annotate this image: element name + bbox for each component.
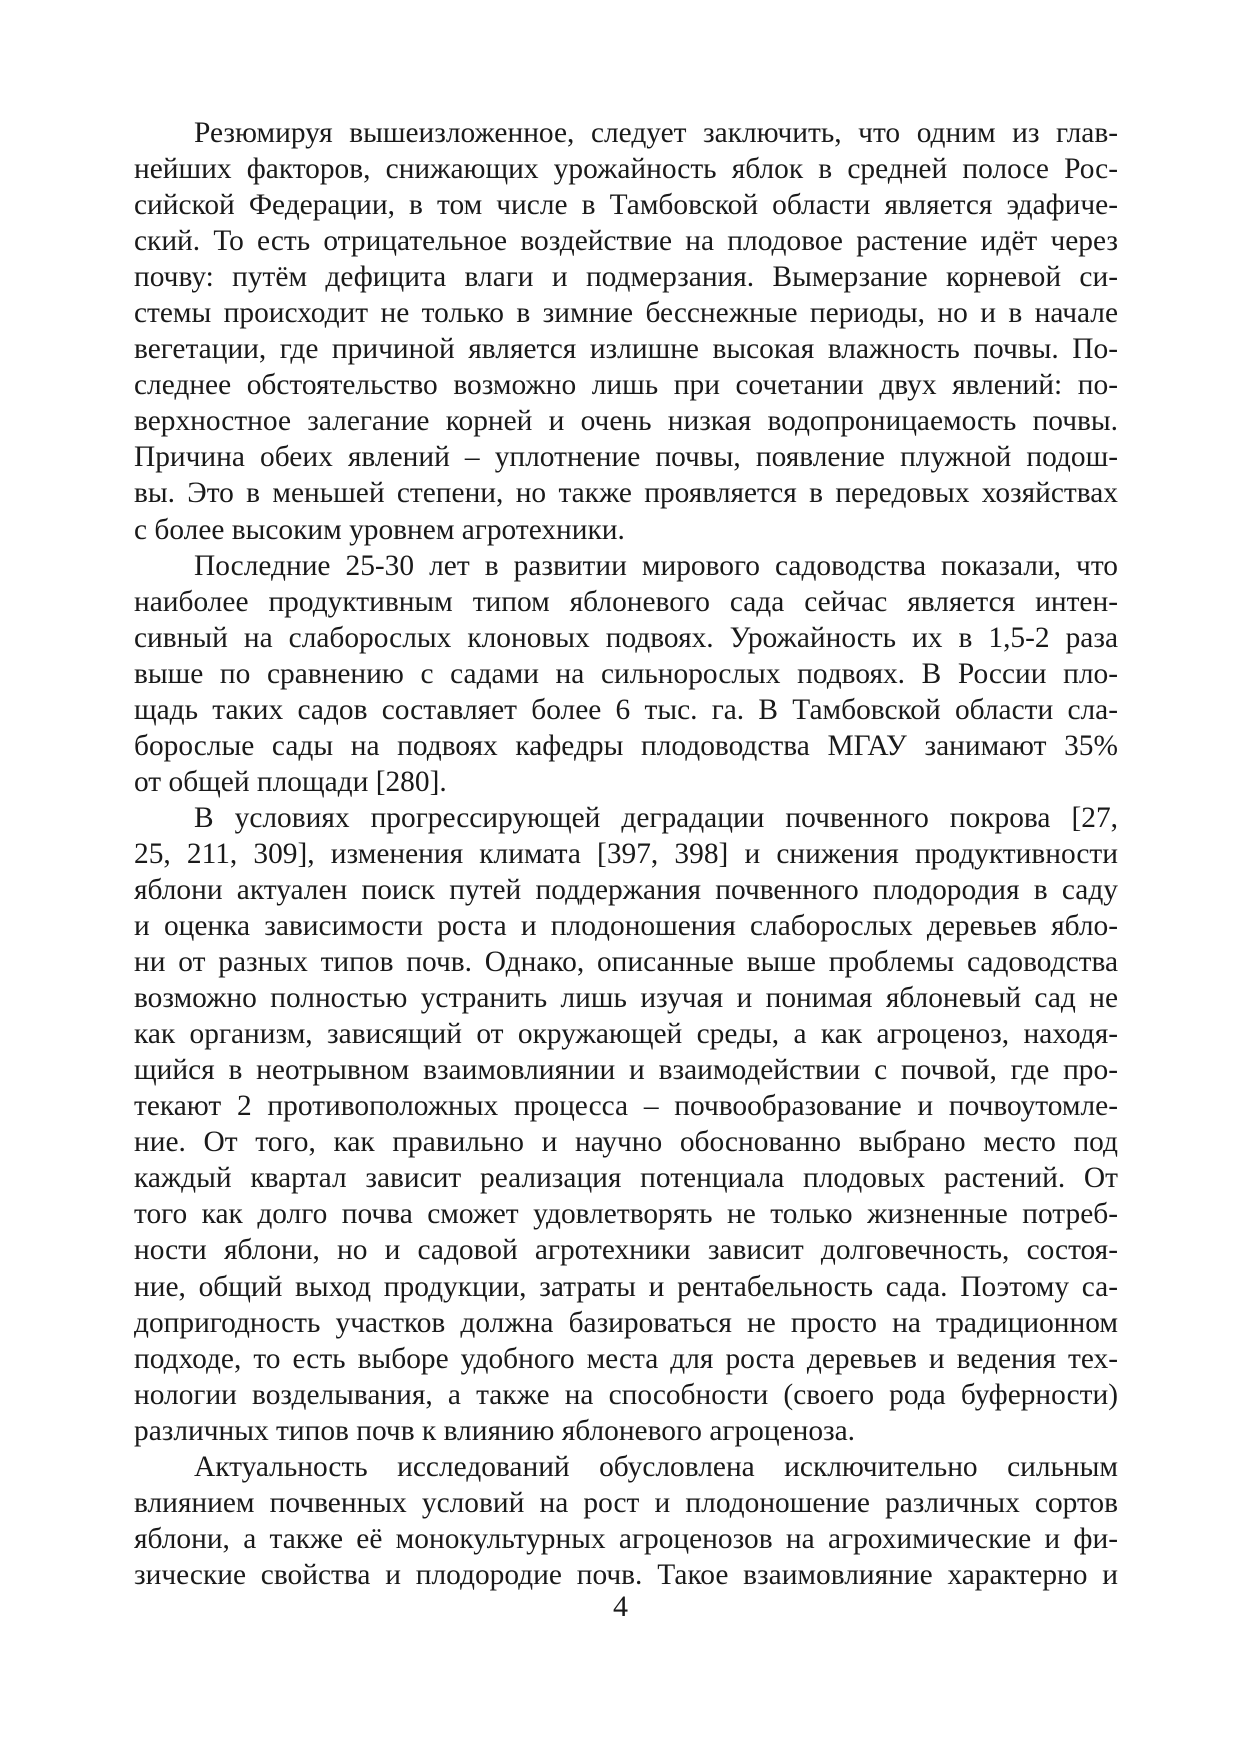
text-line: следнее обстоятельство возможно лишь при сочетании двух явлений: по-	[134, 369, 1118, 402]
text-line: ние, общий выход продукции, затраты и рентабельность сада. Поэтому са-	[134, 1270, 1118, 1303]
text-line: и оценка зависимости роста и плодоношения слаборослых деревьев ябло-	[134, 910, 1118, 943]
text-line: различных типов почв к влиянию яблоневого агроценоза.	[134, 1414, 856, 1447]
text-line: сийской Федерации, в том числе в Тамбовской области является эдафиче-	[134, 189, 1118, 222]
text-line: с более высоким уровнем агротехники.	[134, 513, 625, 546]
text-line: Последние 25-30 лет в развитии мирового садоводства показали, что	[194, 549, 1118, 582]
text-line: щадь таких садов составляет более 6 тыс. га. В Тамбовской области сла-	[134, 693, 1118, 726]
text-line: В условиях прогрессирующей деградации почвенного покрова [27,	[194, 801, 1118, 834]
body-text	[134, 115, 1118, 1593]
page-number: 4	[613, 1590, 628, 1623]
text-line: сивный на слаборослых клоновых подвоях. Урожайность их в 1,5-2 раза	[134, 621, 1118, 654]
text-line: вы. Это в меньшей степени, но также проявляется в передовых хозяйствах	[134, 477, 1118, 510]
text-line: нейших факторов, снижающих урожайность яблок в средней полосе Рос-	[134, 153, 1118, 186]
text-line: нологии возделывания, а также на способности (своего рода буферности)	[134, 1378, 1118, 1411]
text-line: ни от разных типов почв. Однако, описанные выше проблемы садоводства	[134, 946, 1118, 979]
paragraph	[134, 1449, 1118, 1593]
text-line: Актуальность исследований обусловлена исключительно сильным	[194, 1450, 1118, 1483]
paragraph	[134, 800, 1118, 1449]
text-line: того как долго почва сможет удовлетворять не только жизненные потреб-	[134, 1198, 1118, 1231]
text-line: подходе, то есть выборе удобного места для роста деревьев и ведения тех-	[134, 1342, 1118, 1375]
text-line: зические свойства и плодородие почв. Такое взаимовлияние характерно и	[134, 1558, 1118, 1591]
text-line: выше по сравнению с садами на сильнорослых подвоях. В России пло-	[134, 657, 1118, 690]
text-line: яблони актуален поиск путей поддержания почвенного плодородия в саду	[134, 873, 1118, 906]
text-line: стемы происходит не только в зимние бесснежные периоды, но и в начале	[134, 297, 1118, 330]
text-line: текают 2 противоположных процесса – почвообразование и почвоутомле-	[134, 1090, 1118, 1123]
paragraph	[134, 115, 1118, 548]
text-line: щийся в неотрывном взаимовлиянии и взаимодействии с почвой, где про-	[134, 1054, 1118, 1087]
text-line: от общей площади [280].	[134, 765, 447, 798]
paragraph	[134, 548, 1118, 800]
text-line: допригодность участков должна базироваться не просто на традиционном	[134, 1306, 1118, 1339]
text-line: как организм, зависящий от окружающей среды, а как агроценоз, находя-	[134, 1018, 1118, 1051]
text-line: ности яблони, но и садовой агротехники зависит долговечность, состоя-	[134, 1234, 1118, 1267]
text-line: 25, 211, 309], изменения климата [397, 398] и снижения продуктивности	[134, 837, 1118, 870]
text-line: вегетации, где причиной является излишне высокая влажность почвы. По-	[134, 333, 1118, 366]
text-line: наиболее продуктивным типом яблоневого сада сейчас является интен-	[134, 585, 1118, 618]
text-line: ский. То есть отрицательное воздействие на плодовое растение идёт через	[134, 225, 1118, 258]
text-line: влиянием почвенных условий на рост и плодоношение различных сортов	[134, 1486, 1118, 1519]
text-line: яблони, а также её монокультурных агроценозов на агрохимические и фи-	[134, 1522, 1118, 1555]
text-line: верхностное залегание корней и очень низкая водопроницаемость почвы.	[134, 405, 1118, 438]
text-line: борослые сады на подвоях кафедры плодоводства МГАУ занимают 35%	[134, 729, 1118, 762]
text-line: ние. От того, как правильно и научно обоснованно выбрано место под	[134, 1126, 1118, 1159]
text-line: каждый квартал зависит реализация потенциала плодовых растений. От	[134, 1162, 1118, 1195]
text-line: Причина обеих явлений – уплотнение почвы, появление плужной подош-	[134, 441, 1118, 474]
text-line: Резюмируя вышеизложенное, следует заключить, что одним из глав-	[194, 117, 1118, 149]
text-line: возможно полностью устранить лишь изучая и понимая яблоневый сад не	[134, 982, 1118, 1015]
text-line: почву: путём дефицита влаги и подмерзания. Вымерзание корневой си-	[134, 261, 1118, 294]
